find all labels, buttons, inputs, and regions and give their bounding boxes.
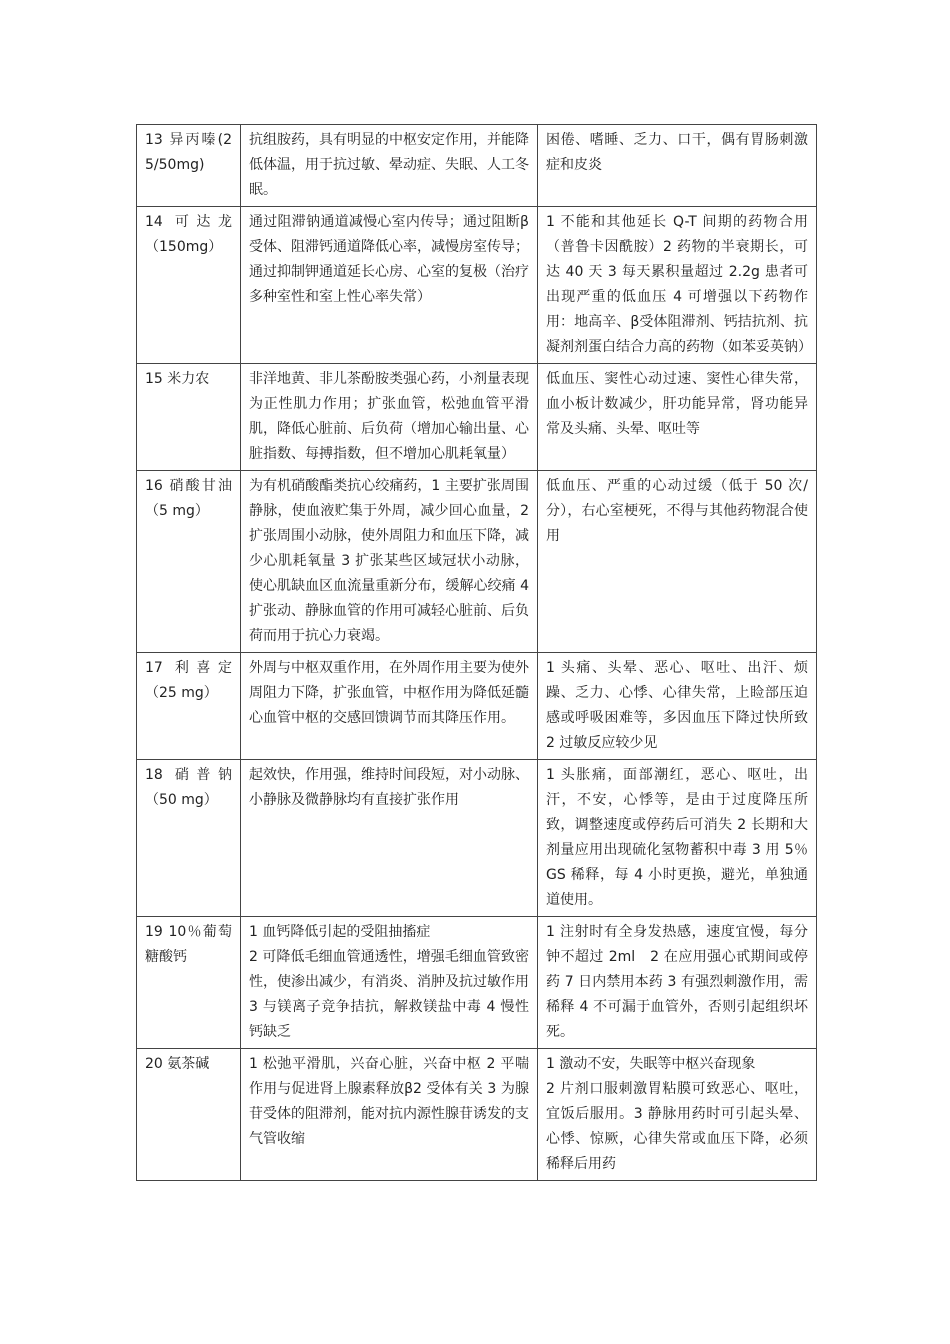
- drug-side-effects-cell: 低血压、严重的心动过缓（低于 50 次/分），右心室梗死，不得与其他药物混合使用: [538, 471, 817, 653]
- table-row: [137, 1049, 817, 1181]
- table-row: [137, 917, 817, 1049]
- drug-effect-cell: 1 松弛平滑肌，兴奋心脏，兴奋中枢 2 平喘作用与促进肾上腺素释放β2 受体有关 3 为腺苷受体的阻滞剂，能对抗内源性腺苷诱发的支气管收缩: [241, 1049, 538, 1181]
- drug-side-effects-cell: 1 激动不安，失眠等中枢兴奋现象 2 片剂口服刺激胃粘膜可致恶心、呕吐，宜饭后服用。3 静脉用药时可引起头晕、心悸、惊厥，心律失常或血压下降，必须稀释后用药: [538, 1049, 817, 1181]
- drug-effect-cell: 抗组胺药，具有明显的中枢安定作用，并能降低体温，用于抗过敏、晕动症、失眠、人工冬眠。: [241, 125, 538, 207]
- drug-name-cell: 14 可达龙（150mg）: [137, 207, 241, 364]
- drug-name-cell: 15 米力农: [137, 364, 241, 471]
- table-row: [137, 364, 817, 471]
- drug-name-cell: 16 硝酸甘油（5 mg）: [137, 471, 241, 653]
- drug-side-effects-cell: 1 头胀痛，面部潮红，恶心、呕吐，出汗，不安，心悸等，是由于过度降压所致，调整速度或停药后可消失 2 长期和大剂量应用出现硫化氢物蓄积中毒 3 用 5％GS 稀释，每 4 小时更换，避光，单独通道使用。: [538, 760, 817, 917]
- drug-effect-cell: 通过阻滞钠通道减慢心室内传导；通过阻断β受体、阻滞钙通道降低心率，减慢房室传导；通过抑制钾通道延长心房、心室的复极（治疗多种室性和室上性心率失常）: [241, 207, 538, 364]
- drug-side-effects-cell: 1 不能和其他延长 Q-T 间期的药物合用（普鲁卡因酰胺）2 药物的半衰期长，可达 40 天 3 每天累积量超过 2.2g 患者可出现严重的低血压 4 可增强以下药物作用：地高辛、β受体阻滞剂、钙拮抗剂、抗凝剂剂蛋白结合力高的药物（如苯妥英钠）: [538, 207, 817, 364]
- table-row: [137, 760, 817, 917]
- drug-name-cell: 18 硝普钠（50 mg）: [137, 760, 241, 917]
- drug-name-cell: 19 10％葡萄糖酸钙: [137, 917, 241, 1049]
- drug-table: [136, 124, 817, 1181]
- drug-effect-cell: 外周与中枢双重作用，在外周作用主要为使外周阻力下降，扩张血管，中枢作用为降低延髓心血管中枢的交感回馈调节而其降压作用。: [241, 653, 538, 760]
- drug-side-effects-cell: 1 注射时有全身发热感，速度宜慢，每分钟不超过 2ml 2 在应用强心甙期间或停药 7 日内禁用本药 3 有强烈刺激作用，需稀释 4 不可漏于血管外，否则引起组织坏死。: [538, 917, 817, 1049]
- table-row: [137, 125, 817, 207]
- table-row: [137, 207, 817, 364]
- drug-effect-cell: 为有机硝酸酯类抗心绞痛药，1 主要扩张周围静脉，使血液贮集于外周，减少回心血量，2 扩张周围小动脉，使外周阻力和血压下降，减少心肌耗氧量 3 扩张某些区域冠状小动脉，使心肌缺血区血流量重新分布，缓解心绞痛 4 扩张动、静脉血管的作用可减轻心脏前、后负荷而用于抗心力衰竭。: [241, 471, 538, 653]
- drug-effect-cell: 非洋地黄、非儿茶酚胺类强心药，小剂量表现为正性肌力作用；扩张血管，松弛血管平滑肌，降低心脏前、后负荷（增加心输出量、心脏指数、每搏指数，但不增加心肌耗氧量）: [241, 364, 538, 471]
- drug-side-effects-cell: 低血压、窦性心动过速、窦性心律失常，血小板计数减少，肝功能异常，肾功能异常及头痛、头晕、呕吐等: [538, 364, 817, 471]
- drug-effect-cell: 1 血钙降低引起的受阻抽搐症 2 可降低毛细血管通透性，增强毛细血管致密性，使渗出减少，有消炎、消肿及抗过敏作用 3 与镁离子竞争拮抗，解救镁盐中毒 4 慢性钙缺乏: [241, 917, 538, 1049]
- drug-name-cell: 13 异丙嗪(25/50mg): [137, 125, 241, 207]
- drug-effect-cell: 起效快，作用强，维持时间段短，对小动脉、小静脉及微静脉均有直接扩张作用: [241, 760, 538, 917]
- table-row: [137, 653, 817, 760]
- drug-side-effects-cell: 1 头痛、头晕、恶心、呕吐、出汗、烦躁、乏力、心悸、心律失常，上睑部压迫感或呼吸困难等，多因血压下降过快所致 2 过敏反应较少见: [538, 653, 817, 760]
- table-row: [137, 471, 817, 653]
- drug-name-cell: 17 利喜定（25 mg）: [137, 653, 241, 760]
- drug-side-effects-cell: 困倦、嗜睡、乏力、口干，偶有胃肠刺激症和皮炎: [538, 125, 817, 207]
- drug-name-cell: 20 氨茶碱: [137, 1049, 241, 1181]
